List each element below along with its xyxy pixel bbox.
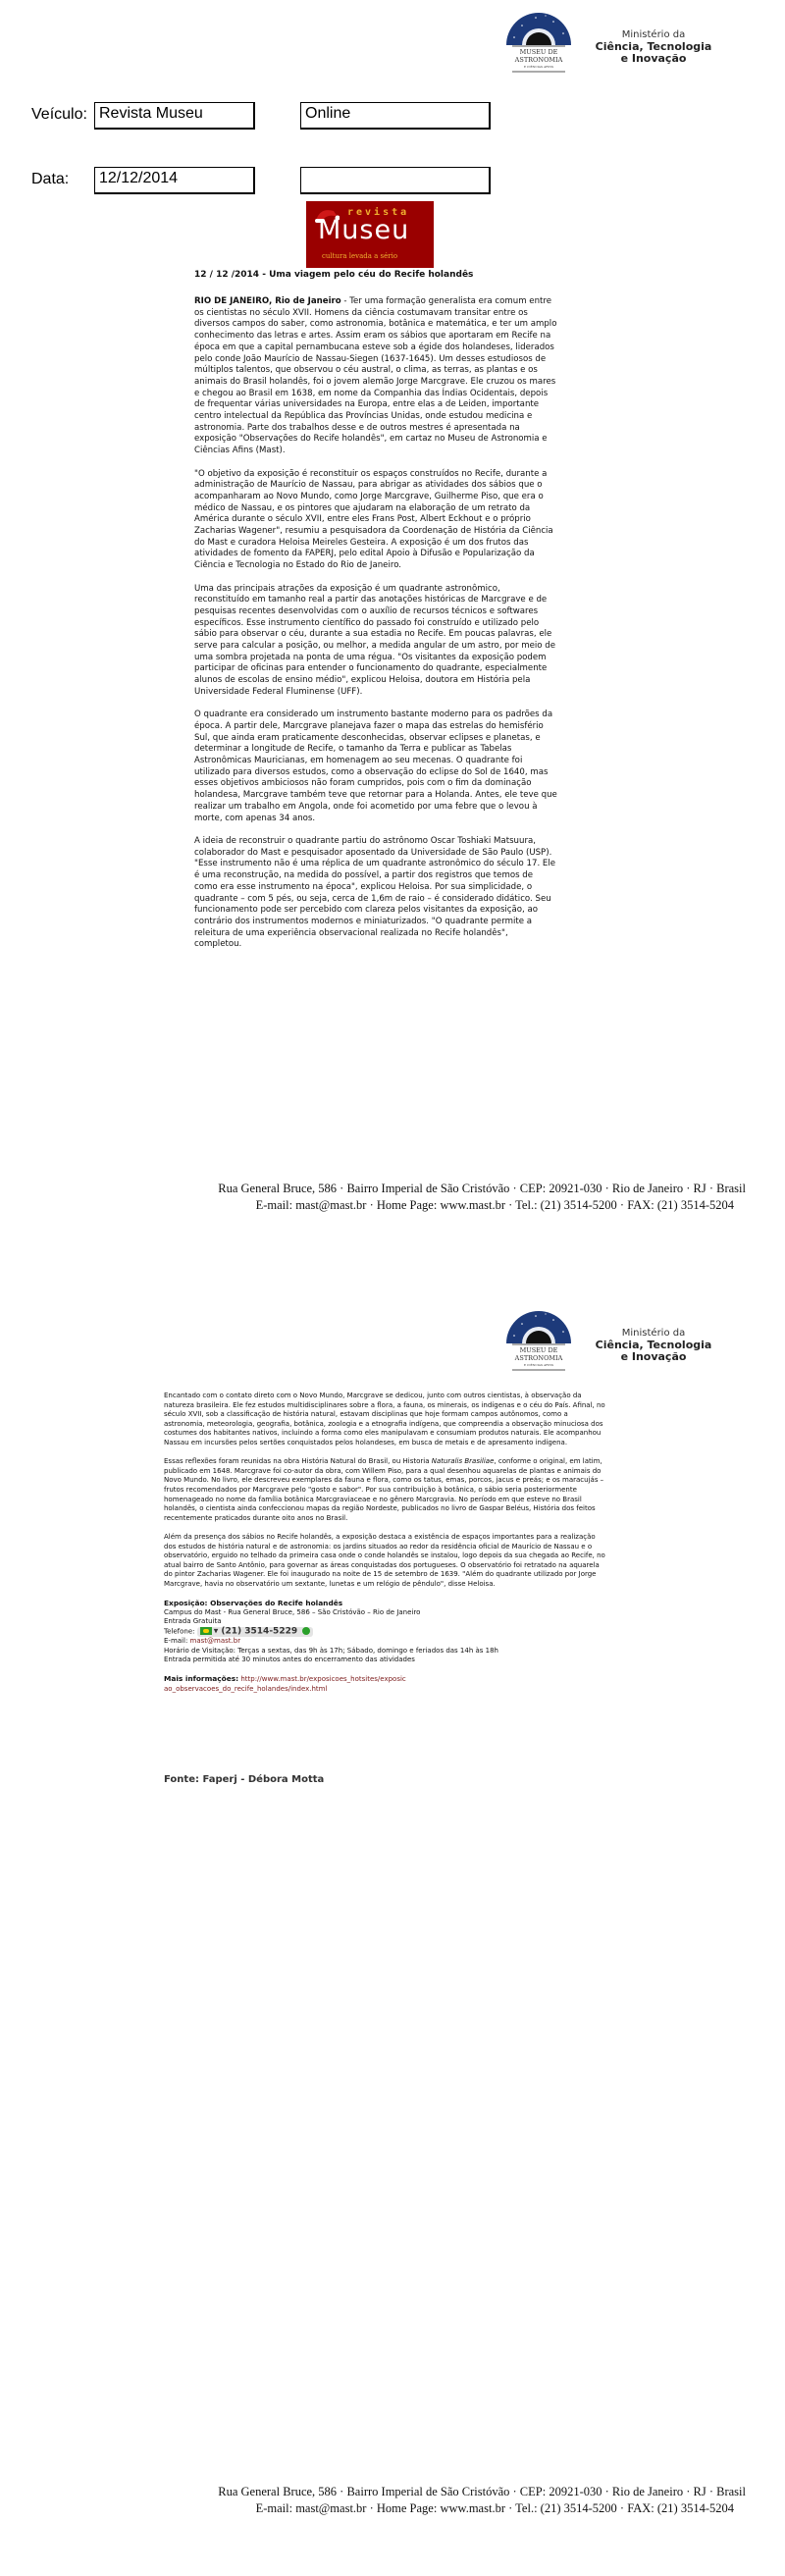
article-paragraph: Encantado com o contato direto com o Novo Mundo, Marcgrave se dedicou, junto com outros cientistas, à observação da natureza brasileira. Ele fez estudos multidisciplinares sobre a flora, a fauna, os minerais, os indígenas e o céu do País. Afinal, no século XVII, sob a classificação de história natural, estavam disciplinas que hoje formam campos autônomos, como a astronomia, meteorologia, geografia, botânica, zoologia e a etnografia indígena, que compreendia a observação minuciosa dos costumes dos habitantes nativos, incluindo a forma como eles manipulavam e consumiam produtos naturais. Ele acompanhou Nassau em incursões pelos sertões conquistados pelos holandeses, em busca de metais e de apresamento indígena. <box>164 1392 605 1446</box>
phone-chip[interactable]: ▾ (21) 3514-5229 <box>197 1627 314 1637</box>
call-icon[interactable] <box>302 1627 310 1635</box>
phone-number: (21) 3514-5229 <box>221 1626 298 1637</box>
email-label: E-mail: <box>164 1636 188 1645</box>
data-label: Data: <box>31 171 70 187</box>
article-paragraph: "O objetivo da exposição é reconstituir os espaços construídos no Recife, durante a administração de Maurício de Nassau, para abrigar as atividades dos sábios que o acompanharam ao Novo Mundo, como Jorge Marcgrave, Guilherme Piso, que era o médico de Nassau, e os pintores que ajudaram na elaboração de um retrato da América durante o século XVII, entre eles Frans Post, Albert Eckhout e o próprio Zacharias Wagener", resumiu a pesquisadora da Coordenação de História da Ciência do Mast e curadora Heloisa Meireles Gesteira. A exposição é um dos frutos das atividades de fomento da FAPERJ, pelo edital Apoio à Difusão e Popularização da Ciência e Tecnologia no Estado do Rio de Janeiro. <box>194 468 553 571</box>
article-dateline: RIO DE JANEIRO, Rio de Janeiro <box>194 296 341 306</box>
veiculo-field[interactable]: Revista Museu <box>94 102 255 130</box>
article-paragraph-text: - Ter uma formação generalista era comum entre os cientistas no século XVII. Homens da ciência costumavam transitar entre os diversos campos do saber, como astronomia, botânica e matemática, e ter um amplo conhecimento das letras e artes. Assim eram os sábios que aportaram em Recife na época em que a capital pernambucana esteve sob a égide dos holandeses, liderados pelo conde João Maurício de Nassau-Siegen (1637-1645). Um desses estudiosos de múltiplos talentos, que observou o céu austral, o clima, as terras, as plantas e os animais do Brasil holandês, foi o jovem alemão Jorge Marcgrave. Ele cruzou os mares e chegou ao Brasil em 1638, em nome da Companhia das Índias Ocidentais, depois de frequentar várias universidades na Europa, entre elas a de Leiden, importante centro intelectual da República das Províncias Unidas, onde estudou medicina e astronomia. Parte dos trabalhos desse e de outros mestres é apresentada na exposição "Observações do Recife holandês", em cartaz no Museu de Astronomia e Ciências Afins (Mast). <box>194 296 557 456</box>
cidade-field[interactable] <box>300 167 491 194</box>
museum-astronomy-logo <box>502 1306 575 1373</box>
article-paragraph <box>194 296 557 457</box>
article-paragraph: O quadrante era considerado um instrumento bastante moderno para os padrões da época. A partir dele, Marcgrave planejava fazer o mapa das estrelas do hemisfério Sul, que ainda eram praticamente desconhecidas, observar eclipses e planetas, e determinar a longitude de Recife, o tamanho da Terra e publicar as Tabelas Astronômicas Mauricianas, em homenagem ao seu mecenas. O quadrante foi utilizado para diversos estudos, como a observação do eclipse do Sol de 1640, mas esses objetivos ambiciosos não foram cumpridos, pois com o fim da dominação holandesa, Marcgrave também teve que retornar para a Holanda. Antes, ele teve que realizar um trabalho em Angola, onde foi acometido por uma febre que o levou à morte, com apenas 34 anos. <box>194 710 557 823</box>
more-info-row <box>164 1674 409 1694</box>
ministry-logo <box>595 29 712 65</box>
article-paragraph: Além da presença dos sábios no Recife holandês, a exposição destaca a existência de espaços importantes para a realização dos estudos de história natural e de astronomia: os jardins situados ao redor da residência oficial de Maurício de Nassau e o observatório, erguido no telhado da primeira casa onde o conde holandês se instalou, logo depois da sua chegada ao Recife, no atual bairro de Santo Antônio, para governar as áreas conquistadas dos portugueses. O observatório foi retratado na aquarela do pintor Zacharias Wagener. Ele foi inaugurado na noite de 15 de setembro de 1639. "Além do quadrante utilizado por Jorge Marcgrave, havia no observatório um sextante, lunetas e um relógio de pêndulo", disse Heloisa. <box>164 1532 605 1588</box>
svg-text:MUSEU DE: MUSEU DE <box>519 1346 558 1354</box>
museum-astronomy-logo <box>502 8 575 75</box>
ministry-logo <box>595 1328 712 1363</box>
exhibition-hours: Horário de Visitação: Terças a sextas, das 9h às 17h; Sábado, domingo e feriados das 14h às 18h <box>164 1646 498 1655</box>
footer-address: Rua General Bruce, 586 · Bairro Imperial de São Cristóvão · CEP: 20921-030 · Rio de Janeiro · RJ · Brasil <box>218 2485 746 2498</box>
article-headline: 12 / 12 /2014 - Uma viagem pelo céu do Recife holandês <box>194 270 474 280</box>
ministry-line1: Ministério da <box>621 29 686 40</box>
svg-text:MUSEU DE: MUSEU DE <box>519 48 558 56</box>
data-field[interactable]: 12/12/2014 <box>94 167 255 194</box>
ministry-line3: e Inovação <box>620 52 687 65</box>
exhibition-entry-note: Entrada permitida até 30 minutos antes do encerramento das atividades <box>164 1656 415 1664</box>
revista-big-text: Museu <box>318 215 410 245</box>
article-paragraph: A ideia de reconstruir o quadrante partiu do astrônomo Oscar Toshiaki Matsuura, colaborador do Mast e pesquisador aposentado da Universidade de São Paulo (USP). "Esse instrumento não é uma réplica de um quadrante astronômico do século 17. Ele é uma reconstrução, na medida do possível, a partir dos registros que temos de como era esse instrumento na época", explicou Heloisa. Por sua simplicidade, o quadrante – com 5 pés, ou seja, cerca de 1,6m de raio – é considerado didático. Seu funcionamento pode ser percebido com clareza pelos visitantes da exposição, ao contrário dos instrumentos modernos e miniaturizados. "O quadrante permite a releitura de uma experiência observacional realizada no Recife holandês", completou. <box>194 835 556 950</box>
exhibition-info <box>164 1599 605 1694</box>
more-info-link[interactable]: http://www.mast.br/exposicoes_hotsites/exposicao_observacoes_do_recife_holandes/index.html <box>164 1675 406 1693</box>
svg-text:E CIÊNCIAS AFINS: E CIÊNCIAS AFINS <box>523 1363 554 1367</box>
article-body-continued <box>164 1392 605 1695</box>
revista-tagline: cultura levada a sério <box>322 252 398 260</box>
page1-footer <box>157 1181 746 1214</box>
footer-contact: E-mail: mast@mast.br · Home Page: www.mast.br · Tel.: (21) 3514-5200 · FAX: (21) 3514-5204 <box>255 2501 734 2515</box>
article-paragraph <box>164 1457 605 1523</box>
revista-museu-banner <box>306 201 434 268</box>
svg-text:ASTRONOMIA: ASTRONOMIA <box>514 56 563 64</box>
exhibition-phone-row <box>164 1627 605 1637</box>
exhibition-address: Campus do Mast - Rua General Bruce, 586 – São Cristóvão – Rio de Janeiro <box>164 1607 421 1616</box>
svg-text:E CIÊNCIAS AFINS: E CIÊNCIAS AFINS <box>523 65 554 69</box>
article-paragraph: Uma das principais atrações da exposição é um quadrante astronômico, reconstituído em tamanho real a partir das anotações históricas de Marcgrave e de pesquisas recentes desenvolvidas com o auxílio de recursos técnicos e softwares específicos. Esse instrumento científico do passado foi construído e utilizado pelo sábio para observar o céu, durante a sua estadia no Recife. Em poucas palavras, ele serve para calcular a posição, ou melhor, a medida angular de um astro, por meio de uma sombra projetada na ponta de uma régua. "Os visitantes da exposição podem participar de oficinas para entender o funcionamento do quadrante, especialmente alunos de escolas de ensino médio", explicou Heloisa, doutora em História pela Universidade Federal Fluminense (UFF). <box>194 583 556 697</box>
exhibition-title: Exposição: Observações do Recife holandês <box>164 1599 343 1608</box>
revista-small-text: revista <box>347 207 410 218</box>
page2-header-logos <box>469 1298 734 1372</box>
exhibition-entry: Entrada Gratuita <box>164 1617 222 1626</box>
article-paragraph-text: Essas reflexões foram reunidas na obra História Natural do Brasil, ou Historia <box>164 1457 432 1466</box>
footer-address: Rua General Bruce, 586 · Bairro Imperial de São Cristóvão · CEP: 20921-030 · Rio de Janeiro · RJ · Brasil <box>218 1182 746 1195</box>
ministry-line2: Ciência, Tecnologia <box>595 40 712 53</box>
email-link[interactable]: mast@mast.br <box>189 1636 241 1645</box>
brazil-flag-icon <box>200 1627 212 1635</box>
phone-label: Telefone: <box>164 1627 195 1636</box>
article-body <box>194 296 557 963</box>
article-source: Fonte: Faperj - Débora Motta <box>164 1774 325 1785</box>
more-info-label: Mais informações: <box>164 1674 239 1684</box>
article-paragraph-text: , conforme o original, em latim, publicado em 1648. Marcgrave foi co-autor da obra, com Willem Piso, para a qual desenhou aquarelas de plantas e animais do Novo Mundo. No livro, ele descreveu exemplares da fauna e flora, como os tatus, emas, porcos, jacus e preás; e os maracujás – frutos recomendados por Marcgrave pelo "gosto e sabor". Por sua contribuição à botânica, o sábio seria posteriormente homenageado no nome da família botânica Marcgraviaceae e no gênero Marcgravia. No período em que esteve no Brasil holandês, o cientista ainda confeccionou mapas da região Nordeste, publicados no livro de Gaspar Beléus, História dos feitos recentemente praticados durante oito anos no Brasil. <box>164 1457 604 1522</box>
ministry-line3: e Inovação <box>620 1350 687 1363</box>
veiculo-label: Veículo: <box>31 106 87 123</box>
page1-header-logos <box>469 0 734 74</box>
ministry-line2: Ciência, Tecnologia <box>595 1339 712 1351</box>
book-title: Naturalis Brasiliae <box>431 1457 495 1466</box>
page2-footer <box>157 2484 746 2517</box>
exhibition-email-row <box>164 1637 605 1647</box>
editoria-field[interactable]: Online <box>300 102 491 130</box>
footer-contact: E-mail: mast@mast.br · Home Page: www.mast.br · Tel.: (21) 3514-5200 · FAX: (21) 3514-5204 <box>255 1198 734 1212</box>
svg-text:ASTRONOMIA: ASTRONOMIA <box>514 1354 563 1362</box>
ministry-line1: Ministério da <box>621 1328 686 1339</box>
